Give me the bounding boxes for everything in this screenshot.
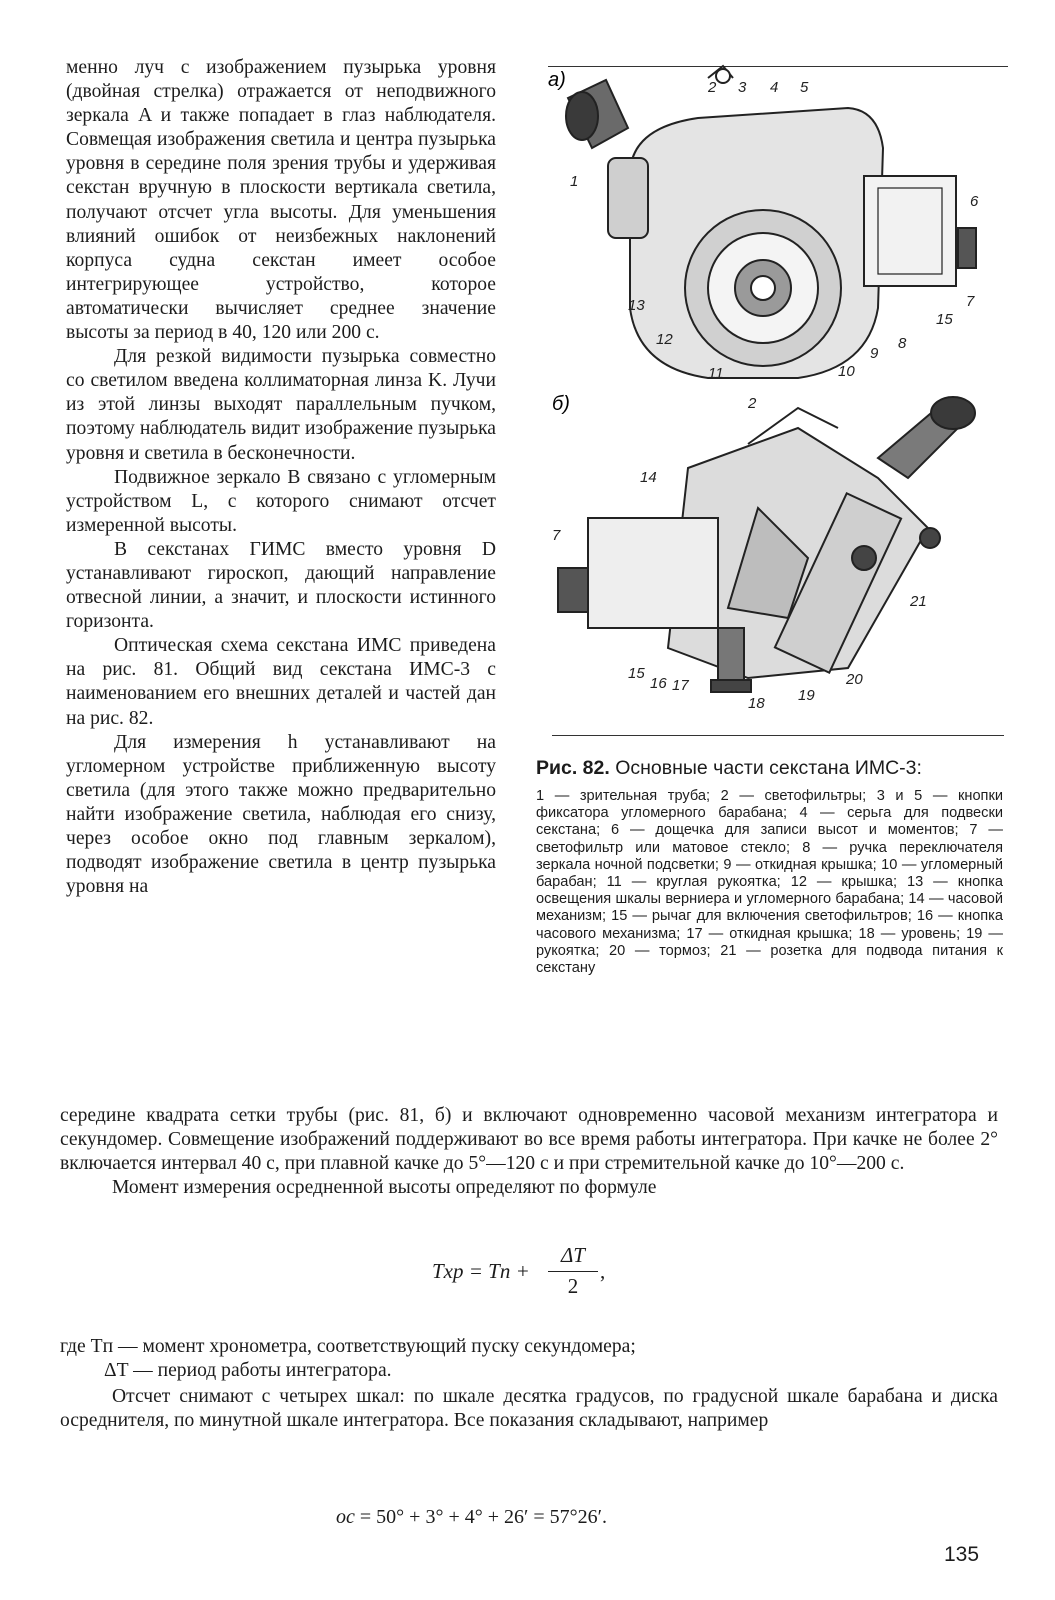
sextant-view-a xyxy=(566,66,976,378)
callout-number: 3 xyxy=(738,79,747,96)
callout-number: 15 xyxy=(936,311,953,328)
formula-expression: = 50° + 3° + 4° + 26′ = 57°26′. xyxy=(354,1506,608,1528)
callout-number: 2 xyxy=(748,395,757,412)
figure-82 xyxy=(548,58,993,738)
figure-bottom-rule xyxy=(552,735,1004,736)
callout-number: 13 xyxy=(628,297,645,314)
fraction-denominator: 2 xyxy=(567,1274,579,1298)
sextant-illustration xyxy=(548,58,993,738)
callout-number: 1 xyxy=(570,173,579,190)
callout-number: 7 xyxy=(552,527,561,544)
callout-number: 5 xyxy=(800,79,809,96)
sextant-view-b xyxy=(558,397,975,692)
callout-number: 8 xyxy=(898,335,907,352)
callout-number: 4 xyxy=(770,79,779,96)
callout-number: 21 xyxy=(910,593,927,610)
caption-title xyxy=(536,757,1003,780)
callout-number: 6 xyxy=(970,193,979,210)
callout-number: 11 xyxy=(708,365,724,382)
formula-tail: , xyxy=(600,1259,606,1283)
formula-fraction xyxy=(548,1243,598,1299)
callout-number: 10 xyxy=(838,363,855,380)
caption-legend: 1 — зрительная труба; 2 — светофильтры; 3 и 5 — кнопки фиксатора угломерного барабана; 4 — серьга для подвески секстана; 6 — дощечка для записи высот и моментов; 7 — светофильтр или матовое стекло; 8 — ручка переключателя зеркала ночной подсветки; 9 — откидная крышка; 10 — угломерный барабан; 11 — круглая рукоятка; 12 — крышка; 13 — кнопка освещения шкалы верниера и угломерного барабана; 14 — часовой механизм; 15 — рычаг для включения светофильтров; 16 — кнопка часового механизма; 17 — откидная крышка; 18 — уровень; 19 — рукоятка; 20 — тормоз; 21 — розетка для подвода питания к секстану xyxy=(536,788,1003,977)
paragraph: Оптическая схема секстана ИМС приведена на рис. 81. Общий вид секстана ИМС-3 с наименованием его внешних деталей и частей дан на рис. 82. xyxy=(66,635,496,729)
paragraph: Момент измерения осредненной высоты определяют по формуле xyxy=(112,1177,657,1198)
callout-number: 20 xyxy=(846,671,863,688)
left-text-column xyxy=(66,56,496,899)
callout-number: 15 xyxy=(628,665,645,682)
callout-number: 7 xyxy=(966,293,975,310)
full-width-text xyxy=(60,1104,998,1200)
paragraph: В секстанах ГИМС вместо уровня D устанавливают гироскоп, дающий направление отвесной линии, а значит, и плоскости истинного горизонта. xyxy=(66,538,496,633)
formula-variable: ос xyxy=(336,1506,355,1528)
fraction-bar xyxy=(548,1271,598,1272)
caption-title-text: Основные части секстана ИМС-3: xyxy=(615,757,922,779)
paragraph: Отсчет снимают с четырех шкал: по шкале десятка градусов, по градусной шкале барабана и диска осреднителя, по минутной шкале интегратора. Все показания складывают, например xyxy=(60,1386,998,1431)
view-label-b: б) xyxy=(552,393,570,415)
paragraph: Для резкой видимости пузырька совместно со светилом введена коллиматорная линза K. Лучи из этой линзы выходят параллельным пучком, поэтому наблюдатель видит изображение пузырька уровня и светила в бесконечности. xyxy=(66,346,496,464)
formula-explanation xyxy=(60,1335,998,1383)
formula-sum xyxy=(336,1506,607,1529)
callout-number: 19 xyxy=(798,687,815,704)
page-number: 135 xyxy=(944,1543,980,1566)
explanation-line: ΔT — период работы интегратора. xyxy=(104,1360,392,1381)
view-label-a: а) xyxy=(548,69,566,91)
callout-number: 9 xyxy=(870,345,879,362)
paragraph: середине квадрата сетки трубы (рис. 81, б) и включают одновременно часовой механизм интегратора и секундомер. Совмещение изображений поддерживают во все время работы интегратора. При качке не более 2° включается интервал 40 с, при плавной качке до 5°—120 с и при стремительной качке до 10°—200 с. xyxy=(60,1105,998,1174)
callout-number: 17 xyxy=(672,677,689,694)
fraction-numerator: ΔT xyxy=(560,1243,585,1267)
paragraph: Для измерения h устанавливают на угломерном устройстве приближенную высоту светила (для этого также можно предварительно найти изображение светила, наблюдая его снизу, через особое окно под главным зеркалом), подводят изображение светила в центр пузырька уровня на xyxy=(66,731,496,898)
formula-lhs: Tхр = Tп + xyxy=(432,1259,530,1283)
readout-paragraph xyxy=(60,1385,998,1433)
callout-number: 16 xyxy=(650,675,667,692)
caption-figure-number: Рис. 82. xyxy=(536,757,610,779)
paragraph: Подвижное зеркало B связано с угломерным устройством L, с которого снимают отсчет измеренной высоты. xyxy=(66,466,496,536)
callout-number: 12 xyxy=(656,331,673,348)
callout-number: 14 xyxy=(640,469,657,486)
formula-mean-time xyxy=(0,1243,1055,1323)
figure-caption xyxy=(536,757,1003,977)
callout-number: 2 xyxy=(708,79,717,96)
paragraph: менно луч с изображением пузырька уровня (двойная стрелка) отражается от неподвижного зеркала A и также попадает в глаз наблюдателя. Совмещая изображения светила и центра пузырька уровня в середине поля зрения трубы и удерживая секстан вручную в плоскости вертикала светила, получают отсчет угла высоты. Для уменьшения влияний ошибок от неизбежных наклонений корпуса судна секстан имеет особое интегрирующее устройство, которое автоматически вычисляет среднее значение высоты за период в 40, 120 или 200 с. xyxy=(66,57,496,344)
callout-number: 18 xyxy=(748,695,765,712)
explanation-line: где Tп — момент хронометра, соответствующий пуску секундомера; xyxy=(60,1336,636,1357)
